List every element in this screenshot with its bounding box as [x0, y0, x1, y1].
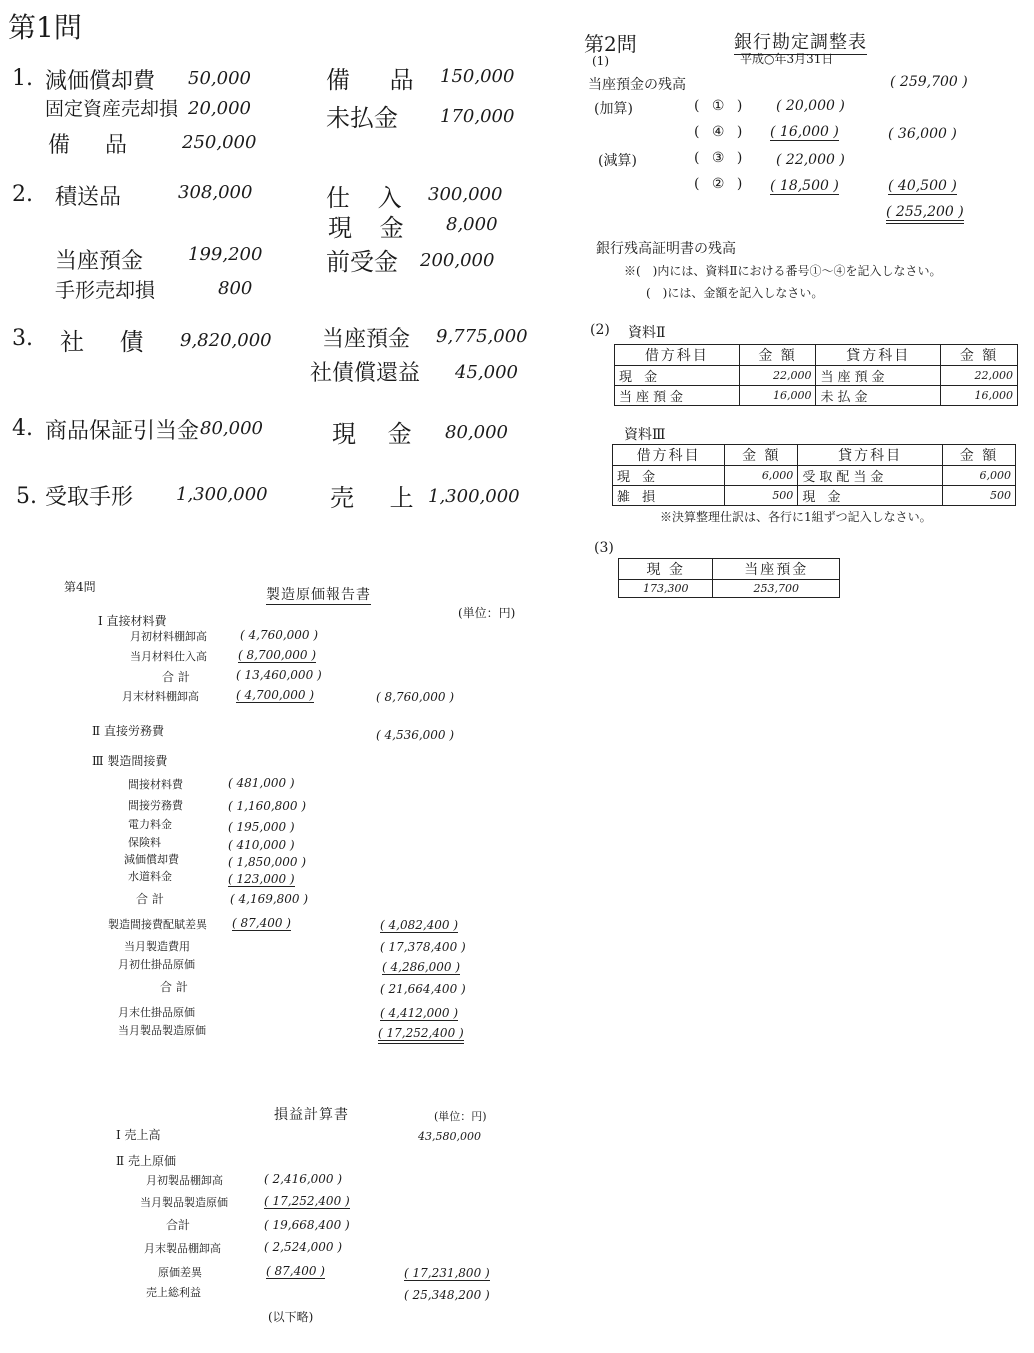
unit-label: (単位：円)	[458, 606, 516, 620]
adjust-amount: ( 16,000 )	[770, 124, 839, 140]
entry-number: 1.	[12, 66, 33, 91]
row-value: ( 2,416,000 )	[264, 1172, 343, 1186]
col-credit-account: 貸方科目	[798, 445, 943, 466]
row-label: 減価償却費	[124, 853, 179, 866]
table-row	[615, 366, 1018, 386]
debit-account: 積送品	[55, 185, 122, 210]
cell: 173,300	[619, 580, 713, 598]
credit-account: 現 金	[328, 214, 414, 242]
row-value: ( 481,000 )	[228, 776, 295, 790]
row-value: ( 2,524,000 )	[264, 1240, 343, 1254]
row-value: ( 87,400 )	[266, 1264, 325, 1278]
debit-account: 固定資産売却損	[45, 98, 179, 120]
cell: 現 金	[615, 366, 740, 386]
row-label: 合計	[166, 1218, 191, 1232]
instruction-note: ( )には、金額を記入しなさい。	[646, 286, 824, 300]
right-value: ( 4,412,000 )	[380, 1006, 459, 1020]
col-amount: 金 額	[941, 345, 1018, 366]
row-label: 電力料金	[128, 818, 172, 831]
section-label: Ⅱ 売上原価	[116, 1154, 176, 1168]
section-total: ( 4,536,000 )	[376, 728, 455, 742]
debit-account: 備 品	[48, 133, 141, 158]
row-label: 月初仕掛品原価	[118, 958, 195, 971]
cell: 現 金	[613, 466, 725, 486]
table-row	[613, 466, 1016, 486]
material-label: 資料Ⅲ	[624, 427, 666, 443]
debit-amount: 199,200	[188, 244, 263, 265]
entry-number: 3.	[12, 326, 33, 351]
part-label: (2)	[590, 322, 610, 338]
col-cash: 現 金	[619, 559, 713, 580]
sales-value: 43,580,000	[418, 1130, 481, 1143]
gross-profit: ( 25,348,200 )	[404, 1288, 490, 1302]
debit-account: 手形売却損	[55, 278, 155, 302]
col-debit-account: 借方科目	[615, 345, 740, 366]
row-label: 当月製品製造原価	[118, 1024, 206, 1037]
row-value: ( 17,252,400 )	[264, 1194, 350, 1208]
row-label: 製造間接費配賦差異	[108, 918, 207, 931]
journal-table-2	[614, 344, 1018, 406]
right-value: ( 4,286,000 )	[382, 960, 461, 974]
cell: 22,000	[739, 366, 816, 386]
debit-account: 当座預金	[55, 249, 144, 274]
credit-amount: 80,000	[445, 422, 508, 443]
row-label: 当月材料仕入高	[130, 650, 207, 663]
section-label: Ⅰ 売上高	[116, 1128, 161, 1142]
ref-mark: ( ① )	[694, 98, 747, 114]
cell: 253,700	[713, 580, 840, 598]
balance-table	[618, 558, 840, 598]
cell: 現 金	[798, 486, 943, 506]
ref-mark: ( ③ )	[694, 150, 747, 166]
debit-account: 社 債	[60, 328, 158, 356]
col-debit-account: 借方科目	[613, 445, 725, 466]
debit-amount: 9,820,000	[180, 330, 272, 351]
credit-amount: 150,000	[440, 66, 515, 87]
adjust-amount: ( 22,000 )	[776, 152, 845, 168]
cell: 当座預金	[615, 386, 740, 406]
debit-amount: 80,000	[200, 418, 263, 439]
credit-amount: 200,000	[420, 250, 495, 271]
row-value: ( 1,850,000 )	[228, 855, 307, 869]
row-value: ( 410,000 )	[228, 838, 295, 852]
debit-amount: 800	[218, 278, 253, 299]
col-amount: 金 額	[942, 445, 1015, 466]
cell: 16,000	[941, 386, 1018, 406]
row-value: ( 4,760,000 )	[240, 628, 319, 642]
balance-value: ( 259,700 )	[890, 74, 968, 90]
row-label: 月末材料棚卸高	[122, 690, 199, 703]
col-amount: 金 額	[725, 445, 798, 466]
row-label: 間接材料費	[128, 778, 183, 791]
debit-amount: 50,000	[188, 68, 251, 89]
entry-number: 5.	[16, 484, 37, 509]
col-amount: 金 額	[739, 345, 816, 366]
debit-amount: 1,300,000	[176, 484, 268, 505]
balance-label: 当座預金の残高	[588, 77, 686, 93]
right-value: ( 17,378,400 )	[380, 940, 466, 954]
part-label: (3)	[594, 540, 614, 556]
q1-heading: 第1問	[8, 11, 82, 44]
credit-amount: 8,000	[446, 214, 498, 235]
table-row	[619, 580, 840, 598]
row-label: 保険料	[128, 836, 161, 849]
cell: 受取配当金	[798, 466, 943, 486]
q2-date: 平成○年3月31日	[740, 52, 834, 66]
row-label: 当月製造費用	[124, 940, 190, 953]
instruction-note: ※( )内には、資料Ⅱにおける番号①～④を記入しなさい。	[624, 264, 942, 278]
row-value: ( 87,400 )	[232, 916, 291, 930]
table-row	[615, 386, 1018, 406]
instruction-note: ※決算整理仕訳は、各行に1組ずつ記入しなさい。	[660, 510, 932, 524]
bank-balance-label: 銀行残高証明書の残高	[596, 241, 736, 257]
credit-account: 当座預金	[322, 327, 411, 352]
add-label: (加算)	[594, 101, 633, 117]
cell: 22,000	[941, 366, 1018, 386]
entry-number: 2.	[12, 182, 33, 207]
adjust-amount: ( 18,500 )	[770, 178, 839, 194]
credit-amount: 45,000	[455, 362, 518, 383]
ref-mark: ( ④ )	[694, 124, 747, 140]
unit-label: (単位：円)	[434, 1110, 487, 1123]
cell: 未払金	[816, 386, 941, 406]
row-label: 月初製品棚卸高	[146, 1174, 223, 1187]
debit-amount: 250,000	[182, 132, 257, 153]
right-value: ( 21,664,400 )	[380, 982, 466, 996]
cell: 当座預金	[816, 366, 941, 386]
row-label: 合 計	[162, 670, 190, 684]
row-value: ( 4,700,000 )	[236, 688, 315, 702]
row-label: 月末仕掛品原価	[118, 1006, 195, 1019]
part-label: (1)	[592, 54, 609, 68]
credit-account: 現 金	[332, 420, 424, 448]
cost-total: ( 17,231,800 )	[404, 1266, 490, 1280]
section-total: ( 8,760,000 )	[376, 690, 455, 704]
credit-account: 未払金	[326, 104, 398, 132]
row-label: 合 計	[136, 892, 164, 906]
pl-title: 損益計算書	[274, 1107, 349, 1123]
q4-heading: 第4問	[64, 580, 96, 594]
section-label: Ⅲ 製造間接費	[92, 754, 168, 768]
row-value: ( 8,700,000 )	[238, 648, 317, 662]
cell: 16,000	[739, 386, 816, 406]
material-label: 資料Ⅱ	[628, 325, 666, 341]
cell: 6,000	[725, 466, 798, 486]
cell: 6,000	[942, 466, 1015, 486]
adjust-subtotal: ( 40,500 )	[888, 178, 957, 194]
row-label: 合 計	[160, 980, 188, 994]
omitted-note: (以下略)	[268, 1310, 314, 1324]
row-value: ( 13,460,000 )	[236, 668, 322, 682]
adjust-amount: ( 20,000 )	[776, 98, 845, 114]
row-value: ( 19,668,400 )	[264, 1218, 350, 1232]
row-label: 月初材料棚卸高	[130, 630, 207, 643]
col-credit-account: 貸方科目	[816, 345, 941, 366]
adjusted-balance: ( 255,200 )	[886, 204, 964, 224]
debit-account: 受取手形	[45, 485, 134, 510]
credit-amount: 170,000	[440, 106, 515, 127]
right-value: ( 4,082,400 )	[380, 918, 459, 932]
credit-account: 仕 入	[326, 184, 412, 212]
row-label: 水道料金	[128, 870, 172, 883]
debit-amount: 308,000	[178, 182, 253, 203]
row-value: ( 4,169,800 )	[230, 892, 309, 906]
sub-label: (減算)	[598, 153, 637, 169]
q2-title: 銀行勘定調整表	[734, 28, 867, 55]
row-label: 当月製品製造原価	[140, 1196, 228, 1209]
row-value: ( 1,160,800 )	[228, 799, 307, 813]
adjust-subtotal: ( 36,000 )	[888, 126, 957, 142]
row-value: ( 195,000 )	[228, 820, 295, 834]
table-row	[613, 486, 1016, 506]
section-label: Ⅱ 直接労務費	[92, 724, 164, 738]
debit-account: 減価償却費	[45, 69, 156, 94]
credit-amount: 1,300,000	[428, 486, 520, 507]
credit-amount: 9,775,000	[436, 326, 528, 347]
cell: 500	[725, 486, 798, 506]
row-value: ( 123,000 )	[228, 872, 295, 886]
cell: 500	[942, 486, 1015, 506]
col-checking: 当座預金	[713, 559, 840, 580]
row-label: 原価差異	[158, 1266, 202, 1279]
section-label: Ⅰ 直接材料費	[98, 614, 167, 628]
journal-table-3	[612, 444, 1016, 506]
cell: 雑 損	[613, 486, 725, 506]
right-value: ( 17,252,400 )	[378, 1026, 464, 1044]
credit-amount: 300,000	[428, 184, 503, 205]
row-label: 月末製品棚卸高	[144, 1242, 221, 1255]
credit-account: 売 上	[330, 484, 428, 512]
credit-account: 前受金	[326, 248, 398, 276]
debit-amount: 20,000	[188, 98, 251, 119]
credit-account: 社債償還益	[310, 361, 421, 386]
row-label: 間接労務費	[128, 799, 183, 812]
entry-number: 4.	[12, 416, 33, 441]
q4-title: 製造原価報告書	[266, 584, 371, 605]
q2-heading: 第2問	[584, 32, 637, 56]
debit-account: 商品保証引当金	[45, 419, 200, 444]
credit-account: 備 品	[326, 66, 430, 94]
row-label: 売上総利益	[146, 1286, 201, 1299]
ref-mark: ( ② )	[694, 176, 747, 192]
